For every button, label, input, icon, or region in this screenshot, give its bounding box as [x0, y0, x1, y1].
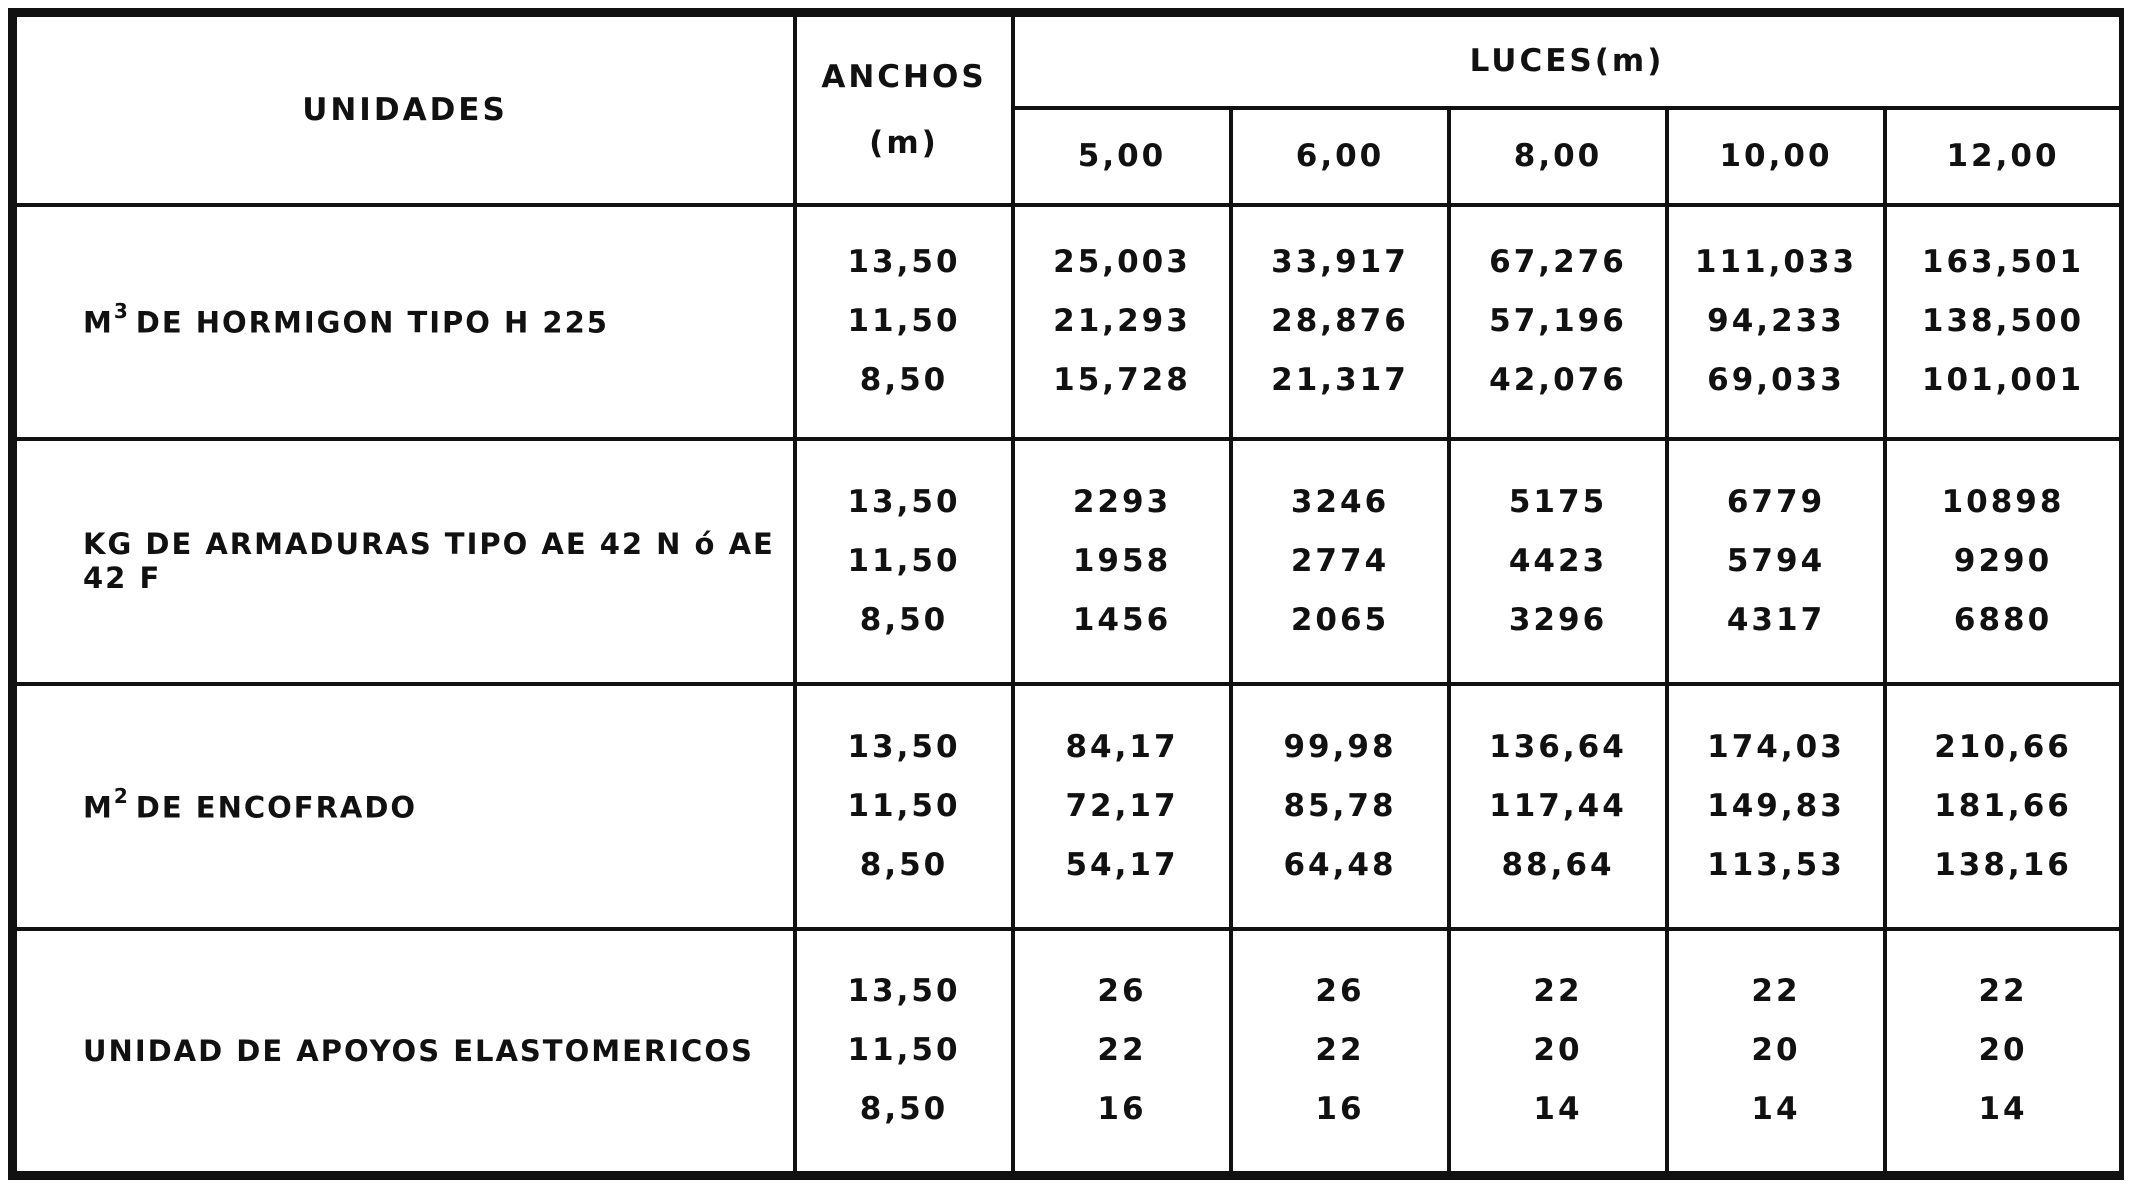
quantity-value: 69,033	[1707, 362, 1845, 399]
quantity-value: 25,003	[1053, 244, 1191, 281]
width-value: 11,50	[847, 787, 961, 824]
table-row	[15, 205, 2121, 439]
quantity-value: 26	[1097, 973, 1147, 1010]
quantity-value: 20	[1978, 1032, 2028, 1069]
width-value: 11,50	[847, 303, 961, 340]
quantity-value: 16	[1097, 1091, 1147, 1128]
value-cell	[1885, 929, 2121, 1173]
quantity-value: 16	[1315, 1091, 1365, 1128]
quantity-value: 20	[1751, 1032, 1801, 1069]
quantity-value: 28,876	[1271, 303, 1409, 340]
quantity-value: 149,83	[1707, 787, 1845, 824]
width-value: 8,50	[859, 362, 949, 399]
quantity-value: 2065	[1290, 601, 1390, 638]
value-cell	[1013, 929, 1231, 1173]
width-value: 8,50	[859, 1091, 949, 1128]
quantity-value: 21,293	[1053, 303, 1191, 340]
quantity-value: 33,917	[1271, 244, 1409, 281]
value-cell	[1449, 929, 1667, 1173]
header-span-3: 8,00	[1449, 108, 1667, 205]
quantity-value: 84,17	[1065, 728, 1179, 765]
row-unit-label	[15, 684, 795, 929]
row-widths	[795, 684, 1013, 929]
quantity-value: 14	[1533, 1091, 1583, 1128]
row-widths	[795, 439, 1013, 684]
quantity-value: 111,033	[1694, 244, 1858, 281]
value-cell	[1885, 205, 2121, 439]
quantity-value: 3246	[1290, 483, 1390, 520]
quantities-table	[13, 13, 2123, 1175]
quantity-value: 4423	[1508, 542, 1608, 579]
header-span-4: 10,00	[1667, 108, 1885, 205]
row-unit-label-suffix: DE ENCOFRADO	[135, 790, 418, 825]
quantity-value: 54,17	[1065, 846, 1179, 883]
row-unit-label-text: M	[83, 305, 114, 340]
quantity-value: 163,501	[1921, 244, 2085, 281]
quantity-value: 88,64	[1501, 846, 1615, 883]
quantity-value: 113,53	[1707, 846, 1845, 883]
value-cell	[1013, 439, 1231, 684]
value-cell	[1013, 684, 1231, 929]
quantity-value: 9290	[1953, 542, 2053, 579]
value-cell	[1449, 205, 1667, 439]
quantity-value: 22	[1978, 973, 2028, 1010]
row-unit-label	[15, 205, 795, 439]
header-widths-label: ANCHOS	[821, 58, 987, 95]
value-cell	[1667, 684, 1885, 929]
quantity-value: 136,64	[1489, 728, 1627, 765]
quantity-value: 5794	[1726, 542, 1826, 579]
width-value: 13,50	[847, 973, 961, 1010]
quantity-value: 101,001	[1921, 362, 2085, 399]
quantity-value: 4317	[1726, 601, 1826, 638]
value-cell	[1231, 929, 1449, 1173]
quantity-value: 72,17	[1065, 787, 1179, 824]
quantity-value: 138,16	[1934, 846, 2072, 883]
row-unit-label	[15, 439, 795, 684]
table-row	[15, 929, 2121, 1173]
quantity-value: 21,317	[1271, 362, 1409, 399]
quantity-value: 1958	[1072, 542, 1172, 579]
quantity-value: 3296	[1508, 601, 1608, 638]
row-unit-label-text: M	[83, 790, 114, 825]
value-cell	[1231, 684, 1449, 929]
quantity-value: 14	[1751, 1091, 1801, 1128]
quantity-value: 210,66	[1934, 728, 2072, 765]
header-row-top	[15, 15, 2121, 108]
value-cell	[1449, 684, 1667, 929]
quantity-value: 22	[1097, 1032, 1147, 1069]
quantity-value: 99,98	[1283, 728, 1397, 765]
header-span-2: 6,00	[1231, 108, 1449, 205]
row-widths	[795, 205, 1013, 439]
value-cell	[1667, 205, 1885, 439]
width-value: 11,50	[847, 542, 961, 579]
quantity-value: 1456	[1072, 601, 1172, 638]
quantity-value: 10898	[1941, 483, 2065, 520]
quantity-value: 26	[1315, 973, 1365, 1010]
value-cell	[1449, 439, 1667, 684]
row-unit-exponent: 2	[113, 783, 130, 808]
width-value: 13,50	[847, 483, 961, 520]
quantity-value: 67,276	[1489, 244, 1627, 281]
width-value: 11,50	[847, 1032, 961, 1069]
quantity-value: 5175	[1508, 483, 1608, 520]
quantity-value: 42,076	[1489, 362, 1627, 399]
row-unit-label-text: KG DE ARMADURAS TIPO AE 42 N ó AE 42 F	[83, 527, 775, 596]
quantity-value: 22	[1533, 973, 1583, 1010]
row-widths	[795, 929, 1013, 1173]
header-widths	[795, 15, 1013, 205]
value-cell	[1231, 439, 1449, 684]
row-unit-label	[15, 929, 795, 1173]
quantity-value: 138,500	[1921, 303, 2085, 340]
header-spans-title: LUCES(m)	[1013, 15, 2121, 108]
header-widths-unit: (m)	[869, 124, 939, 161]
quantity-value: 57,196	[1489, 303, 1627, 340]
quantity-value: 20	[1533, 1032, 1583, 1069]
value-cell	[1667, 929, 1885, 1173]
width-value: 13,50	[847, 244, 961, 281]
row-unit-exponent: 3	[113, 299, 130, 324]
width-value: 13,50	[847, 728, 961, 765]
row-unit-label-text: UNIDAD DE APOYOS ELASTOMERICOS	[83, 1033, 754, 1068]
table-row	[15, 439, 2121, 684]
quantity-value: 6880	[1953, 601, 2053, 638]
quantity-value: 2774	[1290, 542, 1390, 579]
quantity-value: 14	[1978, 1091, 2028, 1128]
quantity-value: 22	[1751, 973, 1801, 1010]
quantity-value: 181,66	[1934, 787, 2072, 824]
quantity-value: 94,233	[1707, 303, 1845, 340]
value-cell	[1667, 439, 1885, 684]
quantity-value: 15,728	[1053, 362, 1191, 399]
quantity-value: 6779	[1726, 483, 1826, 520]
value-cell	[1231, 205, 1449, 439]
width-value: 8,50	[859, 601, 949, 638]
quantity-value: 117,44	[1489, 787, 1627, 824]
quantity-value: 2293	[1072, 483, 1172, 520]
row-unit-label-suffix: DE HORMIGON TIPO H 225	[135, 305, 609, 340]
quantity-value: 85,78	[1283, 787, 1397, 824]
header-span-1: 5,00	[1013, 108, 1231, 205]
value-cell	[1885, 684, 2121, 929]
quantity-value: 174,03	[1707, 728, 1845, 765]
value-cell	[1013, 205, 1231, 439]
quantity-value: 22	[1315, 1032, 1365, 1069]
width-value: 8,50	[859, 846, 949, 883]
header-span-5: 12,00	[1885, 108, 2121, 205]
quantity-value: 64,48	[1283, 846, 1397, 883]
value-cell	[1885, 439, 2121, 684]
table-row	[15, 684, 2121, 929]
header-units: UNIDADES	[15, 15, 795, 205]
